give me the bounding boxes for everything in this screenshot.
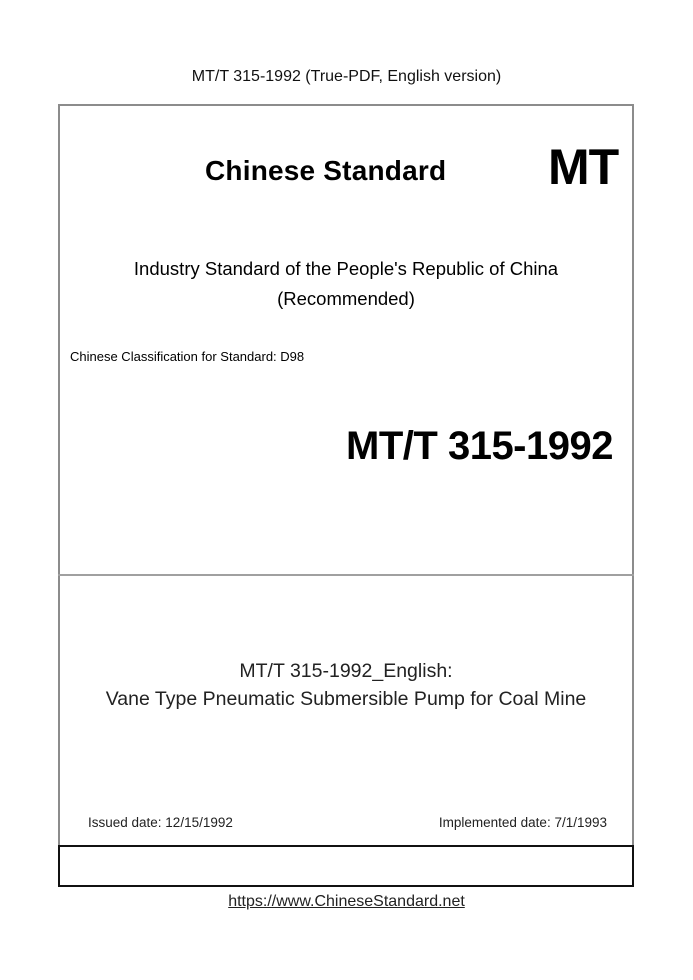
industry-standard-line: Industry Standard of the People's Republic of China [133,258,559,279]
standard-number: MT/T 315-1992 [346,424,613,468]
issued-date: Issued date: 12/15/1992 [88,815,233,830]
website-link[interactable]: https://www.ChineseStandard.net [228,893,465,910]
document-title-code: MT/T 315-1992_English: [239,660,453,682]
page-header-title: MT/T 315-1992 (True-PDF, English version) [191,68,502,85]
publisher-box [58,845,634,887]
document-title-name: Vane Type Pneumatic Submersible Pump for Coal Mine [105,688,587,710]
recommended-label: (Recommended) [277,288,415,309]
cover-frame [58,104,634,846]
section-divider [58,574,634,576]
classification-text: Chinese Classification for Standard: D98 [70,349,305,364]
standard-category-code: MT [548,139,619,195]
cover-heading: Chinese Standard [205,155,447,186]
implemented-date: Implemented date: 7/1/1993 [438,815,607,830]
